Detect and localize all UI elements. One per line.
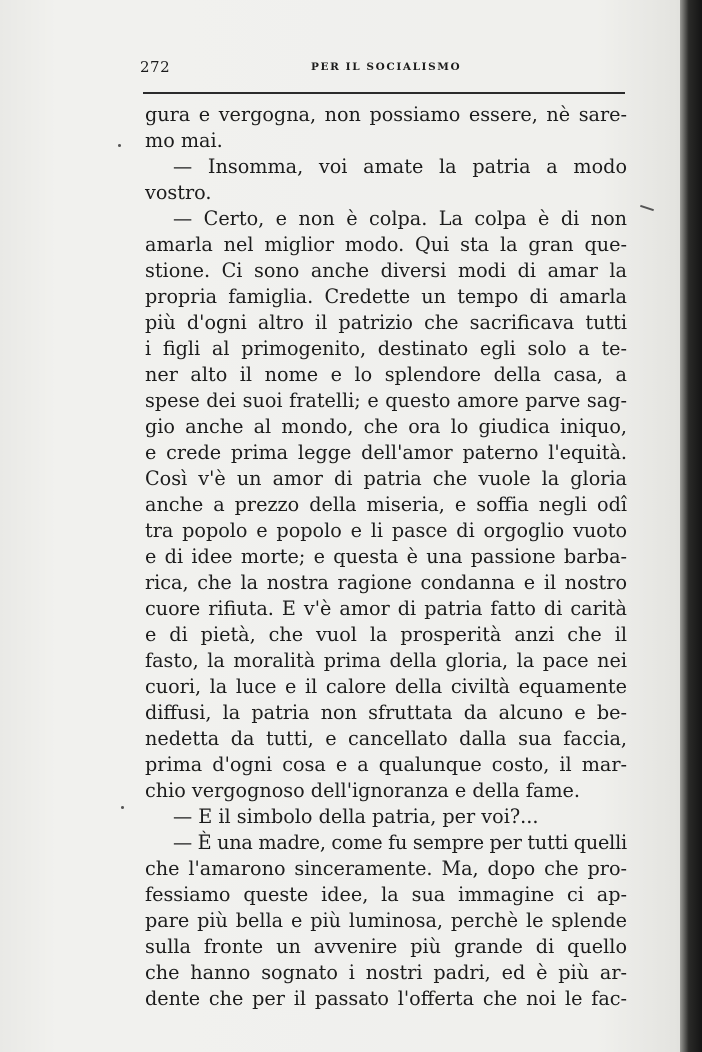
text-line: — E il simbolo della patria, per voi?... [173,805,539,828]
text-line: e crede prima legge dell'amor paterno l'equità. [145,441,627,464]
text-line: che hanno sognato i nostri padri, ed è più ar- [145,961,627,984]
stray-dot-mark [118,144,121,147]
text-line: — È una madre, come fu sempre per tutti quelli [173,831,627,854]
text-line: anche a prezzo della miseria, e soffia negli odî [145,493,627,516]
body-text [145,102,627,1012]
text-line: amarla nel miglior modo. Qui sta la gran que- [145,233,627,256]
page-number: 272 [140,58,171,76]
text-line: dente che per il passato l'offerta che noi le fac- [145,987,627,1010]
text-line: chio vergognoso dell'ignoranza e della fame. [145,779,581,802]
text-line: sulla fronte un avvenire più grande di quello [145,935,627,958]
text-line: tra popolo e popolo e li pasce di orgoglio vuoto [145,519,627,542]
page-header [140,58,625,82]
page-edge-shadow [680,0,702,1052]
text-line: mo mai. [145,129,223,152]
text-line: — Insomma, voi amate la patria a modo [173,155,627,178]
stray-dash-mark [640,205,654,211]
text-line: fasto, la moralità prima della gloria, la pace nei [145,649,627,672]
text-line: pare più bella e più luminosa, perchè le splende [145,909,627,932]
text-line: più d'ogni altro il patrizio che sacrificava tutti [145,311,627,334]
text-line: gura e vergogna, non possiamo essere, nè sare- [145,103,627,126]
text-line: cuore rifiuta. E v'è amor di patria fatto di carità [145,597,627,620]
text-line: gio anche al mondo, che ora lo giudica iniquo, [145,415,627,438]
text-line: ner alto il nome e lo splendore della casa, a [145,363,627,386]
stray-dot-mark [121,806,124,809]
text-line: diffusi, la patria non sfruttata da alcuno e be- [145,701,627,724]
text-line: i figli al primogenito, destinato egli solo a te- [145,337,627,360]
text-line: — Certo, e non è colpa. La colpa è di non [173,207,627,230]
text-line: prima d'ogni cosa e a qualunque costo, il mar- [145,753,627,776]
text-line: e di pietà, che vuol la prosperità anzi che il [145,623,627,646]
header-rule [143,92,625,94]
text-line: Così v'è un amor di patria che vuole la gloria [145,467,627,490]
running-head: PER IL SOCIALISMO [311,61,462,73]
text-line: fessiamo queste idee, la sua immagine ci ap- [145,883,627,906]
text-line: vostro. [145,181,212,204]
text-line: stione. Ci sono anche diversi modi di amar la [145,259,627,282]
text-line: cuori, la luce e il calore della civiltà equamente [145,675,627,698]
text-line: e di idee morte; e questa è una passione barba- [145,545,627,568]
text-line: spese dei suoi fratelli; e questo amore parve sag- [145,389,627,412]
text-line: nedetta da tutti, e cancellato dalla sua faccia, [145,727,627,750]
text-line: rica, che la nostra ragione condanna e il nostro [145,571,627,594]
text-line: propria famiglia. Credette un tempo di amarla [145,285,627,308]
text-line: che l'amarono sinceramente. Ma, dopo che pro- [145,857,627,880]
